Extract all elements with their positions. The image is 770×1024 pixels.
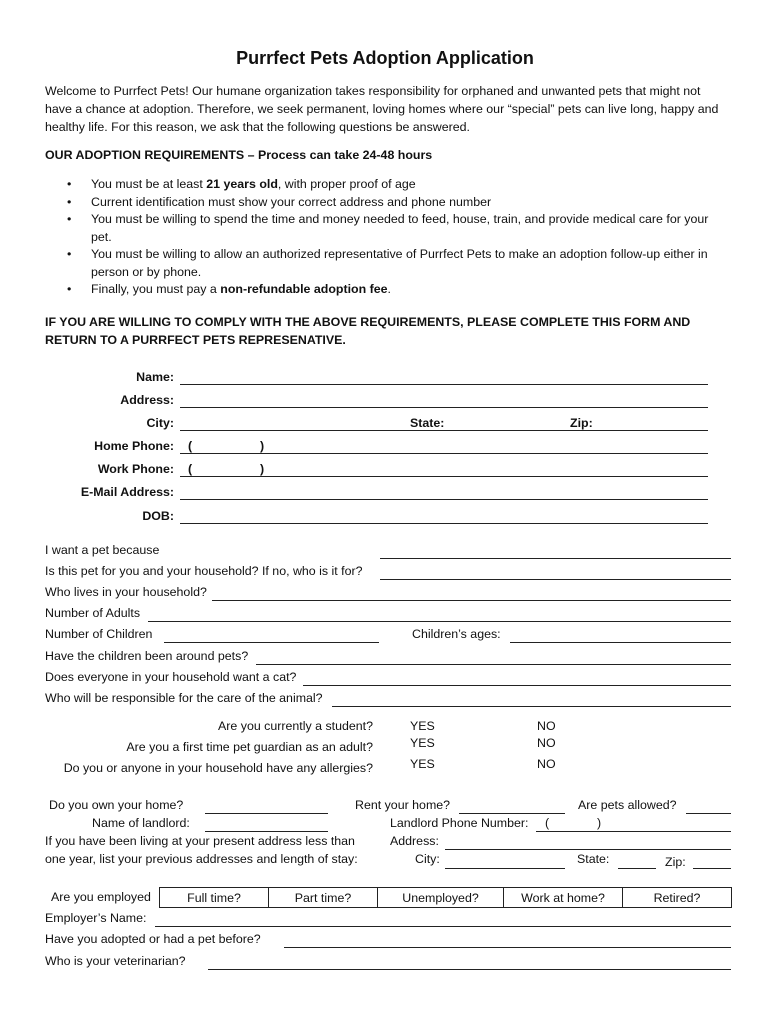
previous-state-field[interactable]	[618, 868, 656, 869]
work-phone-paren-close: )	[260, 462, 265, 476]
previous-city-label: City:	[415, 852, 440, 866]
employment-option-part-time[interactable]: Part time?	[269, 888, 378, 908]
landlord-name-label: Name of landlord:	[92, 816, 190, 830]
home-phone-paren-close: )	[260, 439, 265, 453]
work-phone-label: Work Phone:	[97, 462, 174, 476]
previous-address-note-line2: one year, list your previous addresses and length of stay:	[45, 852, 358, 866]
employment-option-work-at-home[interactable]: Work at home?	[504, 888, 623, 908]
veterinarian-label: Who is your veterinarian?	[45, 954, 186, 968]
adopted-before-label: Have you adopted or had a pet before?	[45, 932, 261, 946]
employed-label: Are you employed	[51, 890, 151, 904]
children-ages-field[interactable]	[510, 642, 731, 643]
who-lives-field[interactable]	[212, 600, 731, 601]
requirement-age: • You must be at least 21 years old, with proper proof of age	[45, 176, 725, 194]
address-field[interactable]	[180, 407, 708, 408]
responsible-label: Who will be responsible for the care of the animal?	[45, 691, 323, 705]
requirement-identification: • Current identification must show your correct address and phone number	[45, 194, 725, 212]
landlord-phone-paren-open: (	[545, 816, 550, 830]
want-pet-label: I want a pet because	[45, 543, 160, 557]
landlord-name-field[interactable]	[205, 831, 328, 832]
email-label: E-Mail Address:	[80, 485, 174, 499]
everyone-want-label: Does everyone in your household want a cat?	[45, 670, 297, 684]
num-children-label: Number of Children	[45, 627, 153, 641]
pets-allowed-field[interactable]	[686, 813, 731, 814]
for-household-label: Is this pet for you and your household? If no, who is it for?	[45, 564, 363, 578]
requirements-list	[45, 176, 725, 299]
who-lives-label: Who lives in your household?	[45, 585, 207, 599]
landlord-phone-paren-close: )	[597, 816, 602, 830]
own-home-field[interactable]	[205, 813, 328, 814]
employer-name-field[interactable]	[155, 926, 731, 927]
dob-label: DOB:	[142, 509, 174, 523]
children-around-label: Have the children been around pets?	[45, 649, 249, 663]
veterinarian-field[interactable]	[208, 969, 731, 970]
student-no[interactable]: NO	[537, 719, 556, 733]
employer-name-label: Employer’s Name:	[45, 911, 147, 925]
pets-allowed-label: Are pets allowed?	[578, 798, 677, 812]
allergies-no[interactable]: NO	[537, 757, 556, 771]
home-phone-field[interactable]	[180, 453, 708, 454]
student-yes[interactable]: YES	[410, 719, 435, 733]
allergies-question: Do you or anyone in your household have any allergies?	[63, 761, 373, 775]
adopted-before-field[interactable]	[284, 947, 731, 948]
requirement-fee: • Finally, you must pay a non-refundable adoption fee.	[45, 281, 725, 299]
dob-field[interactable]	[180, 523, 708, 524]
children-around-field[interactable]	[256, 664, 731, 665]
requirements-heading: OUR ADOPTION REQUIREMENTS – Process can take 24-48 hours	[45, 148, 433, 162]
requirement-follow-up: • You must be willing to allow an authorized representative of Purrfect Pets to make an adoption follow-up either in person or by phone.	[45, 246, 725, 281]
previous-zip-field[interactable]	[693, 868, 731, 869]
email-field[interactable]	[180, 499, 708, 500]
employment-options-table	[159, 887, 732, 908]
state-label: State:	[410, 416, 445, 430]
requirement-care: • You must be willing to spend the time and money needed to feed, house, train, and provide medical care for your pet.	[45, 211, 725, 246]
num-adults-label: Number of Adults	[45, 606, 141, 620]
employment-option-retired[interactable]: Retired?	[623, 888, 732, 908]
zip-label: Zip:	[570, 416, 593, 430]
previous-state-label: State:	[577, 852, 610, 866]
name-field[interactable]	[180, 384, 708, 385]
city-state-zip-field[interactable]	[180, 430, 708, 431]
want-pet-field[interactable]	[380, 558, 731, 559]
first-time-yes[interactable]: YES	[410, 736, 435, 750]
rent-home-label: Rent your home?	[355, 798, 451, 812]
intro-paragraph: Welcome to Purrfect Pets! Our humane organization takes responsibility for orphaned and unwanted pets that might not have a chance at adoption. Therefore, we seek permanent, loving homes where our “special” pets can live long, happy and healthy life. For this reason, we ask that the following questions be answered.	[45, 84, 719, 134]
children-ages-label: Children’s ages:	[412, 627, 501, 641]
previous-zip-label: Zip:	[665, 855, 686, 869]
rent-home-field[interactable]	[459, 813, 565, 814]
home-phone-paren-open: (	[188, 439, 193, 453]
page-title: Purrfect Pets Adoption Application	[236, 48, 534, 68]
work-phone-field[interactable]	[180, 476, 708, 477]
city-label: City:	[146, 416, 174, 430]
landlord-phone-field[interactable]	[536, 831, 731, 832]
previous-city-field[interactable]	[445, 868, 565, 869]
responsible-field[interactable]	[332, 706, 731, 707]
comply-notice: IF YOU ARE WILLING TO COMPLY WITH THE ABOVE REQUIREMENTS, PLEASE COMPLETE THIS FORM AND RETURN TO A PURRFECT PETS REPRESENATIVE.	[45, 315, 691, 347]
home-phone-label: Home Phone:	[94, 439, 174, 453]
name-label: Name:	[136, 370, 174, 384]
num-children-field[interactable]	[164, 642, 379, 643]
first-time-no[interactable]: NO	[537, 736, 556, 750]
employment-option-unemployed[interactable]: Unemployed?	[378, 888, 504, 908]
previous-address-label: Address:	[390, 834, 439, 848]
first-time-question: Are you a first time pet guardian as an adult?	[126, 740, 373, 754]
landlord-phone-label: Landlord Phone Number:	[390, 816, 529, 830]
address-label: Address:	[120, 393, 174, 407]
own-home-label: Do you own your home?	[49, 798, 184, 812]
employment-option-full-time[interactable]: Full time?	[160, 888, 269, 908]
for-household-field[interactable]	[380, 579, 731, 580]
everyone-want-field[interactable]	[303, 685, 731, 686]
work-phone-paren-open: (	[188, 462, 193, 476]
previous-address-note-line1: If you have been living at your present address less than	[45, 834, 355, 848]
allergies-yes[interactable]: YES	[410, 757, 435, 771]
num-adults-field[interactable]	[148, 621, 731, 622]
previous-address-field[interactable]	[445, 849, 731, 850]
student-question: Are you currently a student?	[218, 719, 373, 733]
